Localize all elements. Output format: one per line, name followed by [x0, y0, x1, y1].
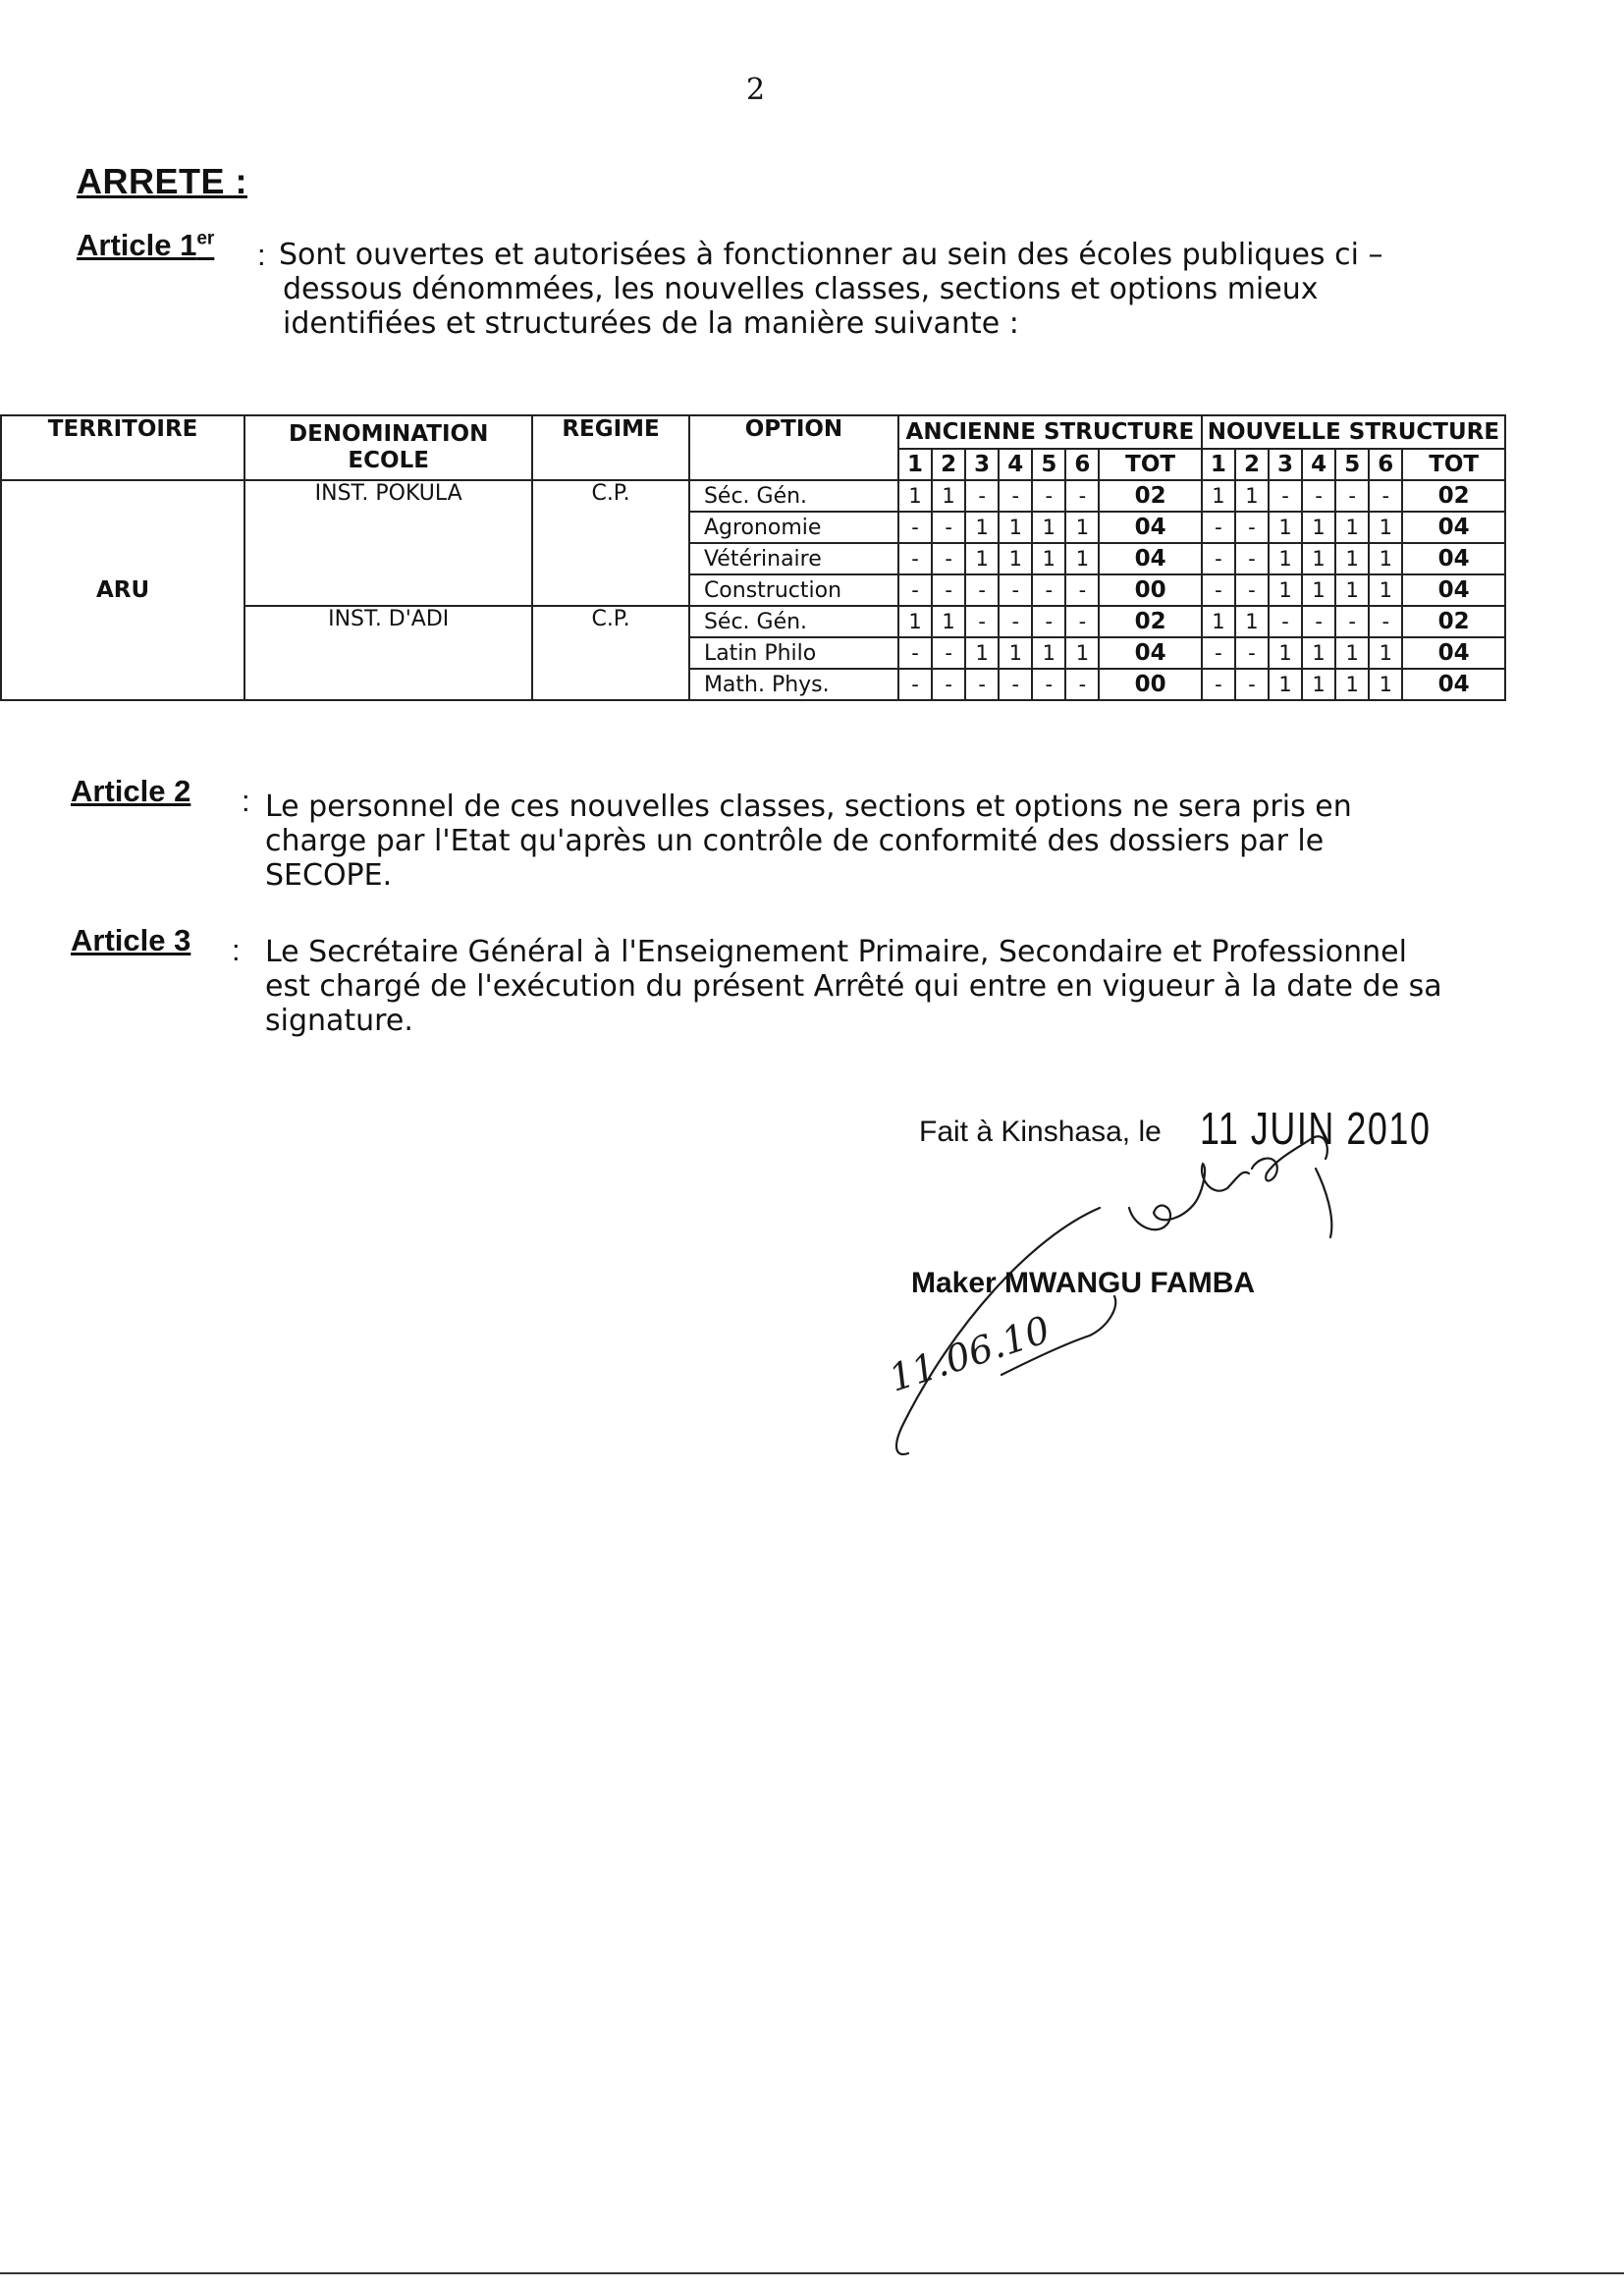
nouvelle-total-cell: 04 — [1402, 512, 1505, 543]
article1-text — [279, 238, 1382, 341]
ancienne-col-4: 4 — [999, 449, 1032, 480]
nouvelle-value-cell: 1 — [1269, 512, 1302, 543]
article3-line: signature. — [265, 1004, 413, 1038]
nouvelle-value-cell: - — [1269, 606, 1302, 637]
nouvelle-col-6: 6 — [1369, 449, 1402, 480]
ancienne-value-cell: 1 — [965, 512, 999, 543]
nouvelle-col-3: 3 — [1269, 449, 1302, 480]
article2-text — [265, 790, 1352, 893]
nouvelle-value-cell: - — [1369, 606, 1402, 637]
regime-cell: C.P. — [532, 480, 689, 606]
nouvelle-value-cell: 1 — [1269, 637, 1302, 669]
ancienne-value-cell: 1 — [898, 606, 932, 637]
nouvelle-col-1: 1 — [1202, 449, 1235, 480]
nouvelle-value-cell: 1 — [1335, 512, 1369, 543]
article1-line: dessous dénommées, les nouvelles classes, sections et options mieux — [283, 272, 1319, 306]
nouvelle-value-cell: 1 — [1202, 480, 1235, 512]
ancienne-value-cell: - — [932, 637, 965, 669]
handwritten-date: 11.06.10 — [884, 1307, 1056, 1400]
article3-line: Le Secrétaire Général à l'Enseignement Primaire, Secondaire et Professionnel — [265, 935, 1407, 969]
article2-line: SECOPE. — [265, 858, 393, 893]
option-cell: Vétérinaire — [689, 543, 898, 574]
ancienne-value-cell: 1 — [1032, 637, 1065, 669]
territory-cell: ARU — [1, 480, 244, 700]
nouvelle-value-cell: 1 — [1369, 637, 1402, 669]
ancienne-value-cell: 1 — [965, 543, 999, 574]
article1-label — [77, 228, 214, 263]
header-denomination: DENOMINATION ECOLE — [244, 415, 532, 480]
nouvelle-total-cell: 02 — [1402, 480, 1505, 512]
ancienne-value-cell: - — [932, 669, 965, 700]
article1-line: Sont ouvertes et autorisées à fonctionner au sein des écoles publiques ci – — [279, 238, 1383, 272]
ancienne-value-cell: - — [898, 637, 932, 669]
article1-label-text: Article 1 — [77, 228, 197, 262]
signature-icon — [864, 1129, 1375, 1483]
ancienne-value-cell: 1 — [965, 637, 999, 669]
nouvelle-value-cell: 1 — [1335, 637, 1369, 669]
nouvelle-value-cell: 1 — [1269, 669, 1302, 700]
ancienne-total-cell: 02 — [1099, 606, 1201, 637]
ancienne-value-cell: - — [1032, 574, 1065, 606]
nouvelle-total-cell: 02 — [1402, 606, 1505, 637]
header-regime: REGIME — [532, 415, 689, 480]
ancienne-value-cell: - — [965, 574, 999, 606]
option-cell: Séc. Gén. — [689, 480, 898, 512]
nouvelle-value-cell: - — [1235, 543, 1269, 574]
ancienne-value-cell: - — [1065, 574, 1099, 606]
header-territoire: TERRITOIRE — [1, 415, 244, 480]
ancienne-value-cell: 1 — [1032, 512, 1065, 543]
ancienne-col-1: 1 — [898, 449, 932, 480]
nouvelle-value-cell: 1 — [1302, 574, 1335, 606]
option-cell: Math. Phys. — [689, 669, 898, 700]
nouvelle-value-cell: 1 — [1335, 574, 1369, 606]
ancienne-value-cell: 1 — [1065, 543, 1099, 574]
table-row — [1, 480, 1505, 512]
ancienne-value-cell: - — [1065, 480, 1099, 512]
nouvelle-value-cell: 1 — [1369, 512, 1402, 543]
ancienne-value-cell: 1 — [1065, 637, 1099, 669]
date-stamp: 11 JUIN 2010 — [1200, 1103, 1432, 1154]
nouvelle-value-cell: - — [1235, 574, 1269, 606]
article1-line: identifiées et structurées de la manière suivante : — [283, 306, 1019, 341]
nouvelle-value-cell: 1 — [1202, 606, 1235, 637]
nouvelle-value-cell: - — [1335, 480, 1369, 512]
article3-colon: : — [232, 933, 241, 967]
option-cell: Latin Philo — [689, 637, 898, 669]
ancienne-value-cell: 1 — [932, 480, 965, 512]
ancienne-value-cell: - — [999, 480, 1032, 512]
nouvelle-value-cell: - — [1202, 669, 1235, 700]
ancienne-total-cell: 04 — [1099, 637, 1201, 669]
option-cell: Construction — [689, 574, 898, 606]
ancienne-col-3: 3 — [965, 449, 999, 480]
ancienne-total-cell: 04 — [1099, 543, 1201, 574]
nouvelle-value-cell: 1 — [1269, 574, 1302, 606]
signer-name: Maker MWANGU FAMBA — [911, 1267, 1256, 1299]
ancienne-value-cell: - — [965, 606, 999, 637]
nouvelle-col-4: 4 — [1302, 449, 1335, 480]
ancienne-total-cell: 00 — [1099, 574, 1201, 606]
nouvelle-value-cell: - — [1369, 480, 1402, 512]
ancienne-col-5: 5 — [1032, 449, 1065, 480]
nouvelle-value-cell: 1 — [1369, 574, 1402, 606]
nouvelle-value-cell: - — [1235, 669, 1269, 700]
ancienne-value-cell: 1 — [1032, 543, 1065, 574]
ancienne-value-cell: 1 — [932, 606, 965, 637]
article3-text — [265, 935, 1442, 1038]
structure-table — [0, 414, 1506, 701]
nouvelle-value-cell: - — [1269, 480, 1302, 512]
ancienne-value-cell: 1 — [999, 512, 1032, 543]
ancienne-total-cell: 02 — [1099, 480, 1201, 512]
ancienne-value-cell: - — [898, 543, 932, 574]
nouvelle-value-cell: - — [1302, 606, 1335, 637]
nouvelle-value-cell: 1 — [1302, 637, 1335, 669]
option-cell: Séc. Gén. — [689, 606, 898, 637]
table-body — [1, 480, 1505, 700]
page-number: 2 — [746, 73, 766, 107]
ancienne-value-cell: 1 — [898, 480, 932, 512]
ancienne-value-cell: 1 — [1065, 512, 1099, 543]
ancienne-value-cell: - — [898, 574, 932, 606]
ancienne-value-cell: 1 — [999, 543, 1032, 574]
nouvelle-total-cell: 04 — [1402, 543, 1505, 574]
school-name-cell: INST. D'ADI — [244, 606, 532, 700]
ancienne-value-cell: - — [965, 669, 999, 700]
article1-colon: : — [257, 238, 266, 272]
ancienne-value-cell: 1 — [999, 637, 1032, 669]
nouvelle-value-cell: - — [1202, 574, 1235, 606]
ancienne-value-cell: - — [1032, 669, 1065, 700]
nouvelle-value-cell: 1 — [1369, 543, 1402, 574]
regime-cell: C.P. — [532, 606, 689, 700]
nouvelle-value-cell: - — [1335, 606, 1369, 637]
nouvelle-col-tot: TOT — [1402, 449, 1505, 480]
ancienne-value-cell: - — [965, 480, 999, 512]
article2-line: charge par l'Etat qu'après un contrôle de conformité des dossiers par le — [265, 824, 1325, 858]
article2-colon: : — [242, 784, 250, 818]
ancienne-value-cell: - — [1032, 480, 1065, 512]
ancienne-col-2: 2 — [932, 449, 965, 480]
nouvelle-value-cell: - — [1235, 637, 1269, 669]
nouvelle-value-cell: 1 — [1369, 669, 1402, 700]
ancienne-col-tot: TOT — [1099, 449, 1201, 480]
nouvelle-value-cell: 1 — [1335, 669, 1369, 700]
ancienne-value-cell: - — [898, 512, 932, 543]
ancienne-value-cell: - — [1032, 606, 1065, 637]
ancienne-value-cell: - — [932, 574, 965, 606]
nouvelle-value-cell: 1 — [1335, 543, 1369, 574]
nouvelle-value-cell: 1 — [1235, 480, 1269, 512]
ancienne-value-cell: - — [898, 669, 932, 700]
school-name-cell: INST. POKULA — [244, 480, 532, 606]
nouvelle-col-5: 5 — [1335, 449, 1369, 480]
nouvelle-total-cell: 04 — [1402, 574, 1505, 606]
nouvelle-value-cell: 1 — [1302, 512, 1335, 543]
nouvelle-value-cell: 1 — [1302, 543, 1335, 574]
ancienne-value-cell: - — [999, 669, 1032, 700]
article2-label: Article 2 — [71, 774, 191, 808]
heading-arrete: ARRETE : — [77, 161, 247, 201]
header-nouvelle: NOUVELLE STRUCTURE — [1202, 415, 1505, 449]
nouvelle-value-cell: 1 — [1269, 543, 1302, 574]
nouvelle-value-cell: - — [1202, 512, 1235, 543]
article1-label-sup: er — [196, 228, 215, 249]
nouvelle-total-cell: 04 — [1402, 637, 1505, 669]
bottom-rule — [0, 2272, 1624, 2274]
closing-place: Fait à Kinshasa, le — [919, 1116, 1162, 1148]
nouvelle-value-cell: 1 — [1302, 669, 1335, 700]
article3-label: Article 3 — [71, 923, 191, 957]
ancienne-value-cell: - — [999, 606, 1032, 637]
ancienne-value-cell: - — [999, 574, 1032, 606]
nouvelle-value-cell: 1 — [1235, 606, 1269, 637]
ancienne-value-cell: - — [1065, 669, 1099, 700]
nouvelle-value-cell: - — [1235, 512, 1269, 543]
ancienne-value-cell: - — [932, 512, 965, 543]
ancienne-value-cell: - — [932, 543, 965, 574]
nouvelle-col-2: 2 — [1235, 449, 1269, 480]
nouvelle-total-cell: 04 — [1402, 669, 1505, 700]
ancienne-col-6: 6 — [1065, 449, 1099, 480]
option-cell: Agronomie — [689, 512, 898, 543]
nouvelle-value-cell: - — [1302, 480, 1335, 512]
nouvelle-value-cell: - — [1202, 637, 1235, 669]
nouvelle-value-cell: - — [1202, 543, 1235, 574]
header-ancienne: ANCIENNE STRUCTURE — [898, 415, 1202, 449]
article3-line: est chargé de l'exécution du présent Arrêté qui entre en vigueur à la date de sa — [265, 969, 1442, 1004]
ancienne-total-cell: 04 — [1099, 512, 1201, 543]
article2-line: Le personnel de ces nouvelles classes, sections et options ne sera pris en — [265, 790, 1352, 824]
header-option: OPTION — [689, 415, 898, 480]
ancienne-total-cell: 00 — [1099, 669, 1201, 700]
ancienne-value-cell: - — [1065, 606, 1099, 637]
